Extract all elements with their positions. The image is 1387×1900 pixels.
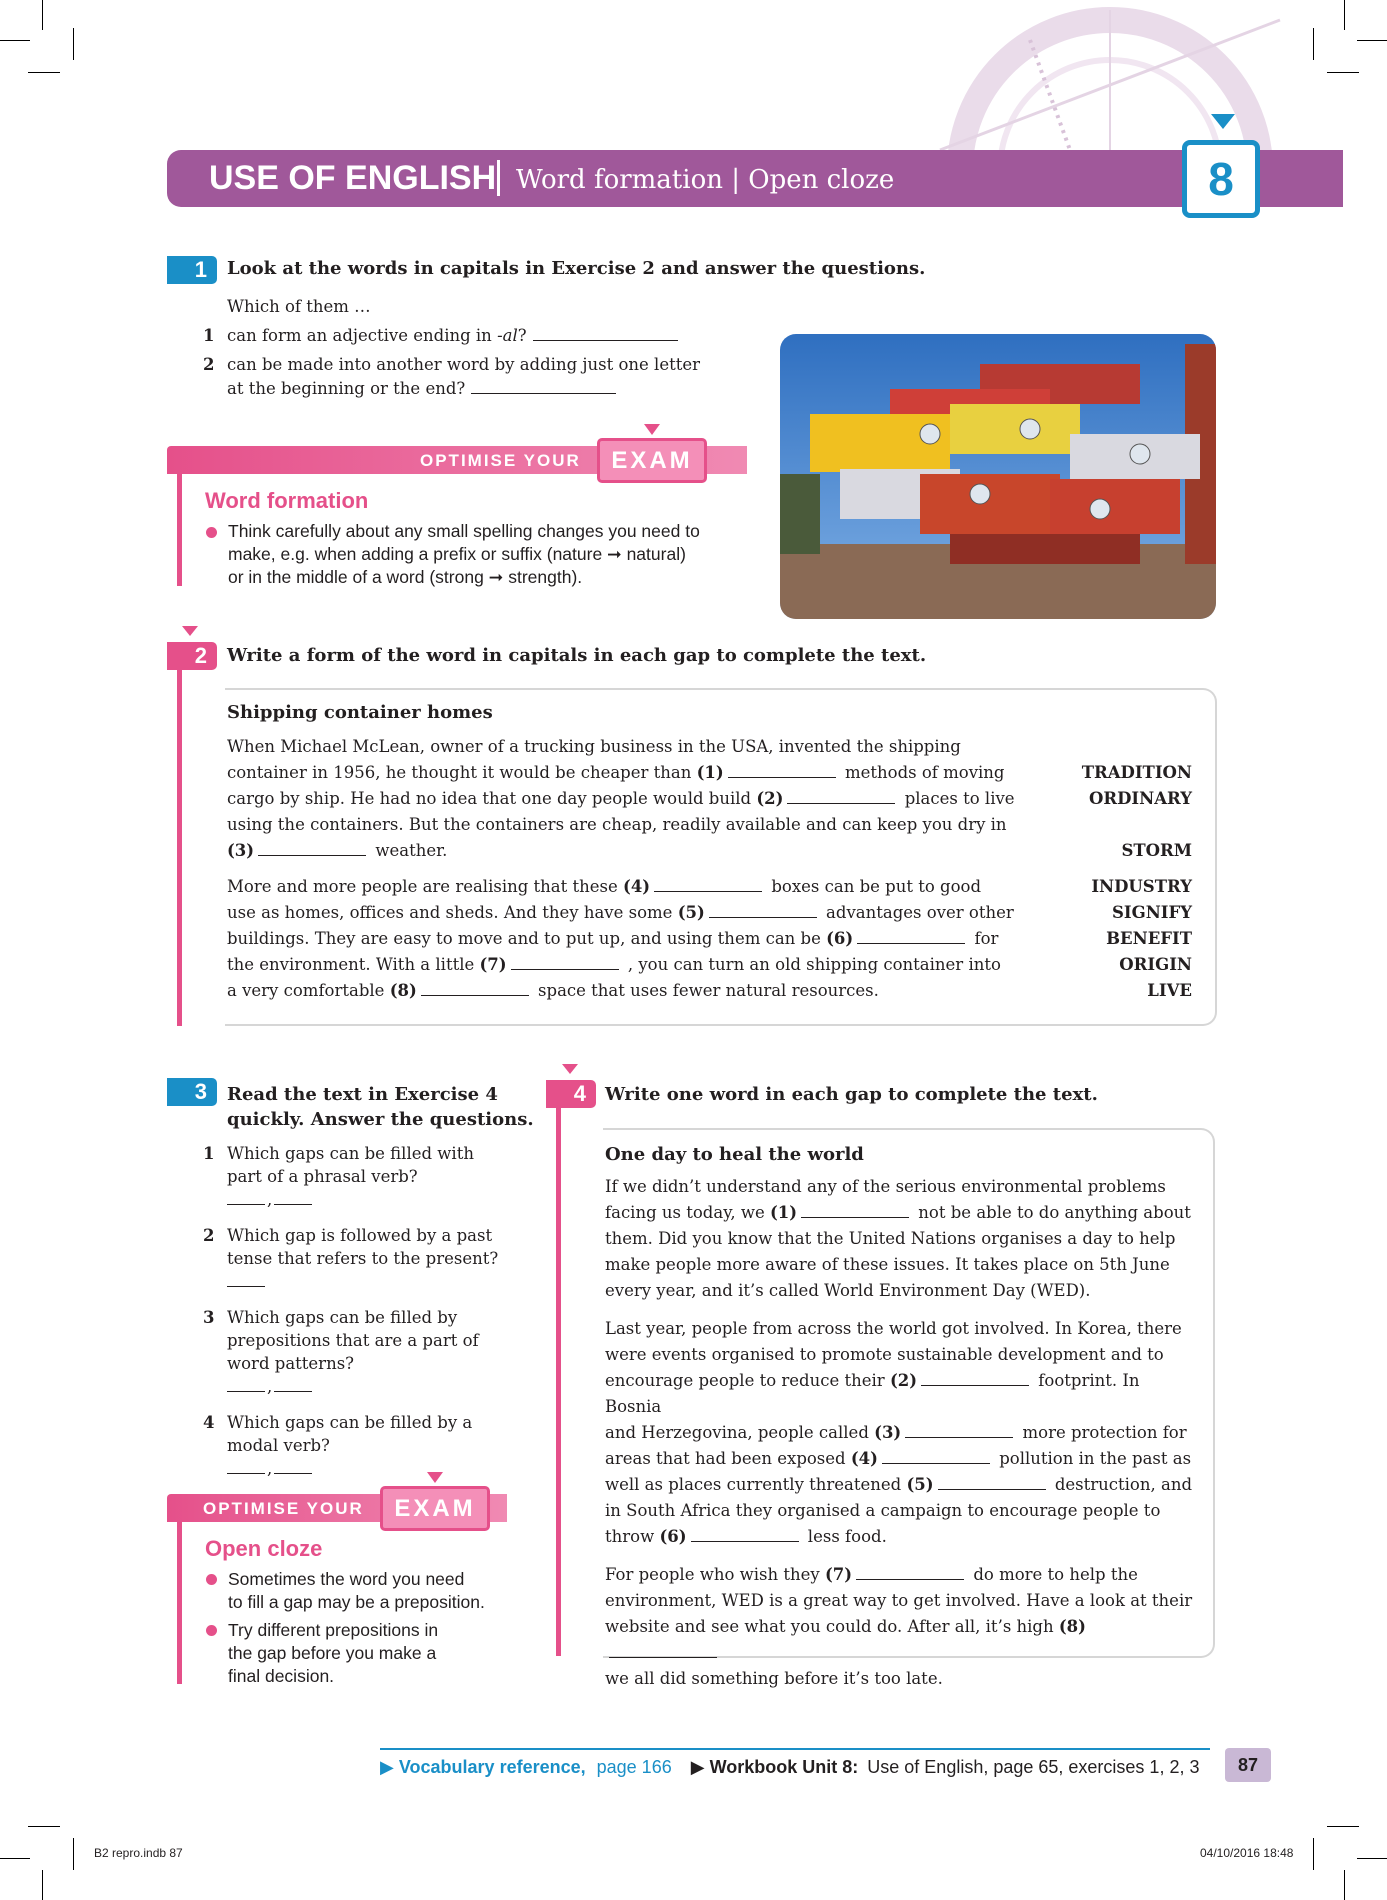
exercise-2-sidebar [177,670,182,1026]
answer-gap[interactable] [274,1204,312,1205]
answer-gap[interactable] [882,1463,990,1464]
play-icon: ▶ [380,1757,394,1777]
file-slug: B2 repro.indb 87 [94,1846,183,1860]
crop-mark [1344,0,1345,30]
exam-badge: EXAM [380,1486,490,1531]
section-title: USE OF ENGLISH [209,159,497,197]
exercise-3-number: 3 [167,1078,217,1106]
answer-gap[interactable] [471,393,616,394]
crop-mark [28,72,60,73]
answer-gap[interactable] [227,1473,265,1474]
container-homes-photo [780,334,1216,619]
exam-badge: EXAM [597,438,707,483]
workbook-text: Use of English, page 65, exercises 1, 2, 3 [867,1757,1200,1777]
answer-gap[interactable] [801,1217,909,1218]
optimise-label: OPTIMISE YOUR [203,1499,364,1518]
exercise-4-number: 4 [546,1080,596,1108]
exercise-4-instruction: Write one word in each gap to complete the text. [605,1084,1098,1105]
heal-world-text [605,1142,1200,1692]
exercise-1-question-1: can form an adjective ending in -al? [227,323,678,349]
unit-marker-icon [1211,114,1235,129]
crop-mark [1313,28,1314,60]
question: 2 Which gap is followed by a past tense that refers to the present? [203,1224,523,1300]
crop-mark [1327,1826,1359,1827]
compass-decoration [880,0,1300,160]
exercise-3-questions [203,1142,523,1487]
answer-gap[interactable] [787,803,895,804]
keyword: LIVE [1147,981,1192,1000]
exercise-1-instruction: Look at the words in capitals in Exercise 2 and answer the questions. [227,258,926,279]
header-subtitle: Word formation | Open cloze [516,165,895,195]
tip-text: Sometimes the word you need to fill a gap may be a preposition. [228,1569,485,1612]
tip-text: Think carefully about any small spelling changes you need to make, e.g. when adding a prefix or suffix (nature ➞ natural) or in the middle of a word (strong ➞ strength). [228,521,700,587]
exercise-marker-icon [562,1064,578,1074]
text-title: One day to heal the world [605,1144,864,1165]
bullet-icon [206,1625,217,1636]
crop-mark [73,28,74,60]
crop-mark [1313,1838,1314,1870]
question: 4 Which gaps can be filled by a modal verb? , [203,1413,473,1478]
answer-gap[interactable] [921,1385,1029,1386]
header-divider [497,160,500,196]
unit-badge: 8 [1182,140,1260,218]
answer-gap[interactable] [274,1391,312,1392]
tip-title: Open cloze [205,1536,323,1561]
crop-mark [42,1870,43,1900]
exercise-4-sidebar [556,1108,561,1656]
text-title: Shipping container homes [227,702,493,723]
answer-gap[interactable] [421,995,529,996]
crop-mark [73,1838,74,1870]
answer-gap[interactable] [654,891,762,892]
answer-gap[interactable] [856,1579,964,1580]
bullet-icon [206,527,217,538]
exercise-2-number: 2 [167,642,217,670]
footer-references [380,1755,1199,1779]
answer-gap[interactable] [258,855,366,856]
print-timestamp: 04/10/2016 18:48 [1200,1846,1294,1860]
crop-mark [0,1858,30,1859]
tip-sidebar [177,1522,182,1684]
crop-mark [1344,1870,1345,1900]
paragraph: More and more people are realising that these (4) boxes can be put to good INDUSTRY use as homes, offices and sheds. And they have some (5) advantages over other SIGNIFY buildings. They are easy to move and to put up, and using them can be (6) for BENEFIT the environment. With a little (7) , you can turn an old shipping container into ORIGIN a very comfortable (8) space that uses fewer natural resources. LIVE [227,874,1192,1004]
answer-gap[interactable] [274,1473,312,1474]
question: 1 Which gaps can be filled with part of a phrasal verb? , [203,1144,474,1209]
crop-mark [0,40,30,41]
shipping-text [227,700,1192,1004]
keyword: ORIGIN [1119,955,1192,974]
paragraph: When Michael McLean, owner of a trucking business in the USA, invented the shipping container in 1956, he thought it would be cheaper than (1) methods of moving TRADITION cargo by ship. He had no idea that one day people would build (2) places to live ORDINARY using the containers. But the containers are cheap, readily available and can keep you dry in (3) weather. STORM [227,734,1192,864]
keyword: ORDINARY [1089,789,1192,808]
answer-gap[interactable] [609,1657,717,1658]
page-number: 87 [1225,1748,1271,1782]
vocabulary-page-link[interactable]: page 166 [596,1757,672,1777]
keyword: TRADITION [1081,763,1192,782]
answer-gap[interactable] [691,1541,799,1542]
tip-title: Word formation [205,488,369,513]
paragraph: For people who wish they (7) do more to help the environment, WED is a great way to get involved. Have a look at their website and see what you could do. After all, it’s high (8) we all did something before it’s too late. [605,1565,1193,1688]
exercise-2-instruction: Write a form of the word in capitals in each gap to complete the text. [227,645,927,666]
exercise-1-intro: Which of them … [227,297,371,316]
keyword: INDUSTRY [1091,877,1192,896]
crop-mark [28,1826,60,1827]
answer-gap[interactable] [227,1204,265,1205]
crop-mark [1327,72,1359,73]
keyword: BENEFIT [1106,929,1192,948]
keyword: SIGNIFY [1111,903,1192,922]
tip-text: Try different prepositions in the gap before you make a final decision. [228,1620,439,1686]
paragraph: If we didn’t understand any of the serious environmental problems facing us today, we (1) not be able to do anything about them. Did you know that the United Nations organises a day to help make people more aware of these issues. It takes place on 5th June every year, and it’s called World Environment Day (WED). [605,1177,1191,1300]
exercise-3-instruction: Read the text in Exercise 4 quickly. Answer the questions. [227,1084,534,1130]
answer-gap[interactable] [227,1286,265,1287]
answer-gap[interactable] [533,340,678,341]
answer-gap[interactable] [227,1391,265,1392]
answer-gap[interactable] [857,943,965,944]
exercise-marker-icon [182,626,198,636]
question-number: 1 [203,326,215,345]
optimise-label: OPTIMISE YOUR [420,451,581,470]
exam-marker-icon [644,424,660,435]
exercise-1-question-2: can be made into another word by adding just one letter [227,355,701,374]
paragraph: Last year, people from across the world got involved. In Korea, there were events organised to promote sustainable development and to encourage people to reduce their (2) footprint. In Bosnia and Herzegovina, people called (3) more protection for areas that had been exposed (4) pollution in the past as well as places currently threatened (5) destruction, and in South Africa they organised a campaign to encourage people to throw (6) less food. [605,1319,1193,1546]
exercise-1-question-2-cont: at the beginning or the end? [227,376,616,402]
exam-marker-icon [427,1472,443,1483]
answer-gap[interactable] [709,917,817,918]
question: 3 Which gaps can be filled by prepositions that are a part of word patterns? , [203,1308,479,1396]
answer-gap[interactable] [905,1437,1013,1438]
answer-gap[interactable] [511,969,619,970]
answer-gap[interactable] [938,1489,1046,1490]
workbook-label: Workbook Unit 8: [709,1757,859,1777]
question-number: 2 [203,355,215,374]
crop-mark [1357,40,1387,41]
bullet-icon [206,1574,217,1585]
play-icon: ▶ [690,1757,705,1777]
tip-sidebar [177,474,182,586]
crop-mark [1357,1858,1387,1859]
exercise-1-number: 1 [167,256,217,284]
footer-rule [380,1748,1210,1750]
vocabulary-reference-link[interactable]: Vocabulary reference, [398,1757,586,1777]
crop-mark [42,0,43,30]
answer-gap[interactable] [728,777,836,778]
keyword: STORM [1121,841,1192,860]
